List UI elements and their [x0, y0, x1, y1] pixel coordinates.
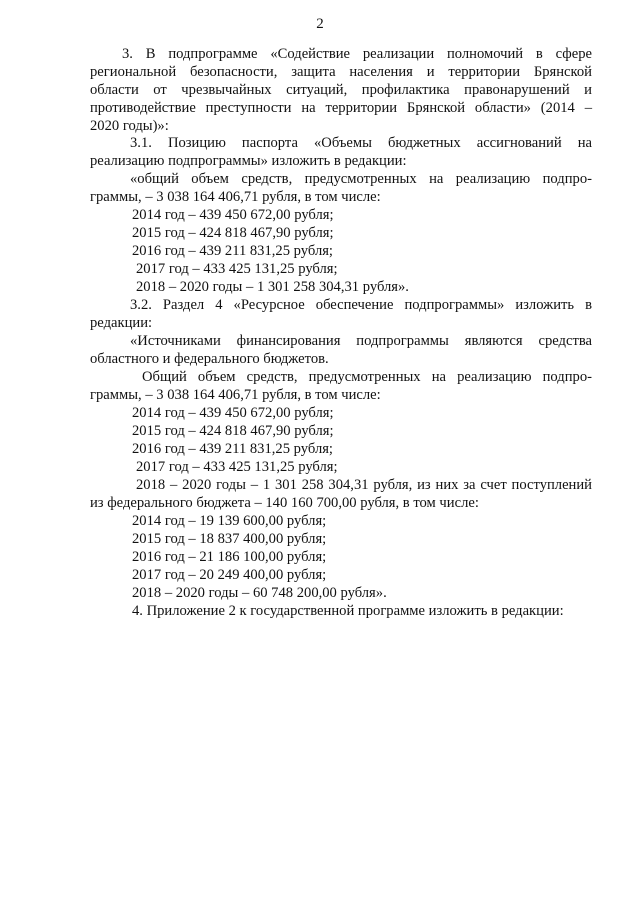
body-line: 2020 годы)»: [90, 118, 169, 134]
year-amount-line: 2018 – 2020 годы – 1 301 258 304,31 рубля». [136, 279, 409, 295]
body-line: реализацию подпрограммы» изложить в редакции: [90, 153, 407, 169]
body-line: 3.2. Раздел 4 «Ресурсное обеспечение подпрограммы» изложить в [130, 297, 592, 313]
year-amount-line: 2017 год – 433 425 131,25 рубля; [136, 261, 338, 277]
body-line: 3.1. Позицию паспорта «Объемы бюджетных ассигнований на [130, 135, 592, 151]
body-line: 2018 – 2020 годы – 1 301 258 304,31 рубля, из них за счет поступлений [136, 477, 592, 493]
year-amount-line: 2014 год – 19 139 600,00 рубля; [132, 513, 327, 529]
year-amount-line: 2017 год – 433 425 131,25 рубля; [136, 459, 338, 475]
year-amount-line: 2017 год – 20 249 400,00 рубля; [132, 567, 327, 583]
page-number: 2 [316, 16, 324, 32]
year-amount-line: 2016 год – 439 211 831,25 рубля; [132, 243, 333, 259]
body-line: 4. Приложение 2 к государственной программе изложить в редакции: [132, 603, 564, 619]
body-line: региональной безопасности, защита населения и территории Брянской [90, 64, 592, 80]
body-line: 3. В подпрограмме «Содействие реализации полномочий в сфере [122, 46, 592, 62]
body-line: из федерального бюджета – 140 160 700,00 рубля, в том числе: [90, 495, 479, 511]
body-line: граммы, – 3 038 164 406,71 рубля, в том числе: [90, 387, 381, 403]
year-amount-line: 2015 год – 424 818 467,90 рубля; [132, 423, 334, 439]
body-line: области от чрезвычайных ситуаций, профилактика правонарушений и [90, 82, 592, 98]
year-amount-line: 2015 год – 18 837 400,00 рубля; [132, 531, 327, 547]
body-line: «Источниками финансирования подпрограммы являются средства [130, 333, 592, 349]
year-amount-line: 2016 год – 439 211 831,25 рубля; [132, 441, 333, 457]
year-amount-line: 2016 год – 21 186 100,00 рубля; [132, 549, 327, 565]
year-amount-line: 2018 – 2020 годы – 60 748 200,00 рубля». [132, 585, 387, 601]
year-amount-line: 2014 год – 439 450 672,00 рубля; [132, 207, 334, 223]
body-line: Общий объем средств, предусмотренных на реализацию подпро- [142, 369, 592, 385]
body-line: граммы, – 3 038 164 406,71 рубля, в том числе: [90, 189, 381, 205]
year-amount-line: 2015 год – 424 818 467,90 рубля; [132, 225, 334, 241]
body-line: областного и федерального бюджетов. [90, 351, 329, 367]
body-line: «общий объем средств, предусмотренных на реализацию подпро- [130, 171, 592, 187]
body-line: противодействие преступности на территории Брянской области» (2014 – [90, 100, 592, 116]
year-amount-line: 2014 год – 439 450 672,00 рубля; [132, 405, 334, 421]
body-line: редакции: [90, 315, 153, 331]
